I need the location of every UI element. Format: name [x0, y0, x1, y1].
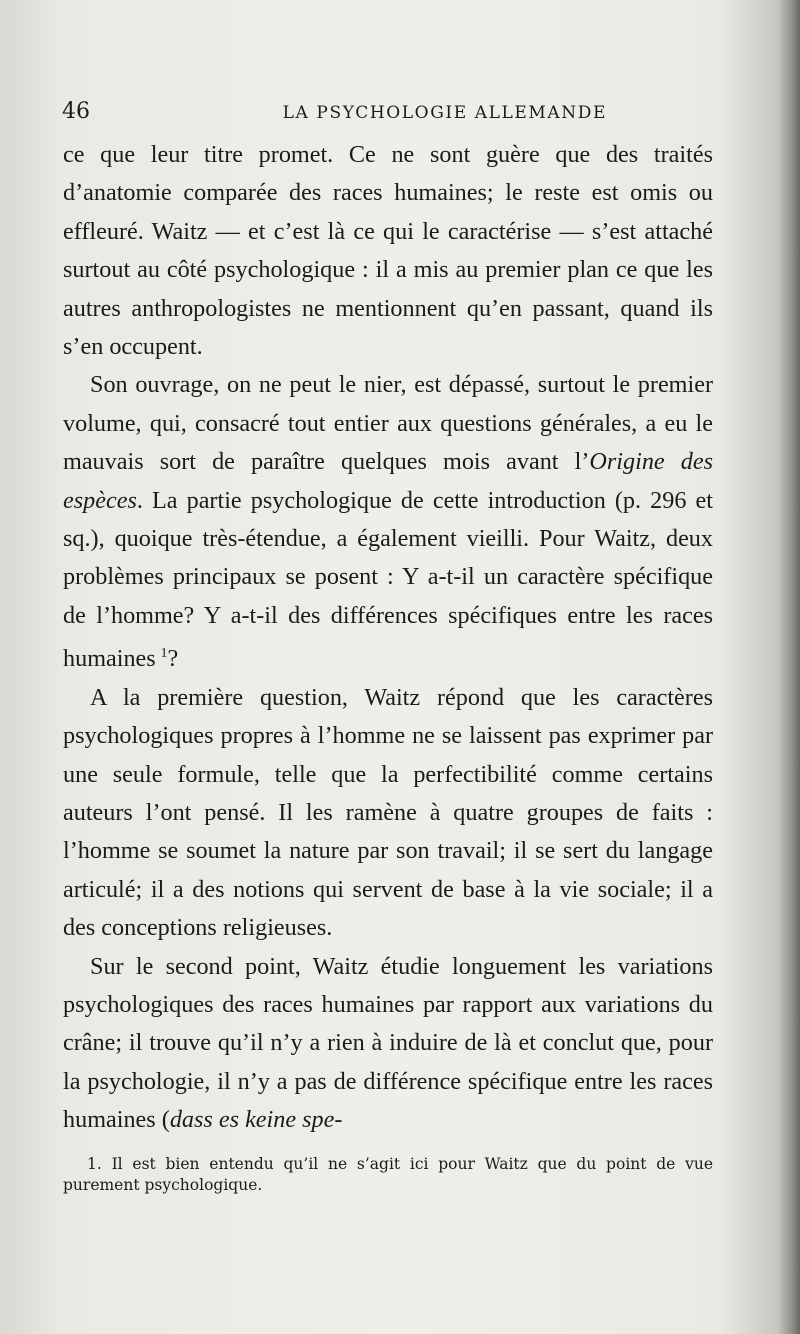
- german-quote-italic: dass es keine spe-: [169, 1106, 343, 1134]
- text-segment: A la première question, Waitz répond que les caractères psychologiques propres à l’homme ne se laissent pas exprimer par une seule formule, telle que la perfectibilité comme certains auteurs l’ont pensé. Il les ramène à quatre groupes de faits : l’homme se soumet la nature par son travail; il se sert du langage articulé; il a des notions qui servent de base à la vie sociale; il a des conceptions religieuses.: [63, 683, 713, 942]
- running-title: LA PSYCHOLOGIE ALLEMANDE: [282, 103, 607, 123]
- body-text: [63, 136, 713, 1140]
- footnote-reference: 1: [160, 646, 168, 662]
- text-segment: Son ouvrage, on ne peut le nier, est dépassé, surtout le premier volume, qui, consacré tout entier aux questions générales, a eu le mauvais sort de paraître quelques mois avant l’: [63, 371, 713, 476]
- text-segment: . La partie psychologique de cette introduction (p. 296 et sq.), quoique très-étendue, a également vieilli. Pour Waitz, deux problèmes principaux se posent : Y a-t-il un caractère spécifique de l’homme? Y a-t-il des différences spécifiques entre les races humaines: [63, 486, 713, 673]
- footnote-text: Il est bien entendu qu’il ne s’agit ici pour Waitz que du point de vue purement psychologique.: [63, 1155, 713, 1194]
- footnote: [63, 1154, 713, 1196]
- text-segment: Sur le second point, Waitz étudie longuement les variations psychologiques des races humaines par rapport aux variations du crâne; il trouve qu’il n’y a rien à induire de là et conclut que, pour la psychologie, il n’y a pas de différence spécifique entre les races humaines (: [63, 952, 713, 1134]
- page-number: 46: [62, 99, 90, 124]
- book-title-italic: Origine des espèces: [63, 448, 713, 514]
- page-edge-shadow: [778, 0, 800, 1334]
- paragraph-4: [63, 948, 713, 1140]
- paragraph-2: [63, 366, 713, 678]
- paragraph-1: [63, 136, 713, 366]
- text-segment: ce que leur titre promet. Ce ne sont guère que des traités d’anatomie comparée des races humaines; le reste est omis ou effleuré. Waitz — et c’est là ce qui le caractérise — s’est attaché surtout au côté psychologique : il a mis au premier plan ce que les autres anthropologistes ne mentionnent qu’en passant, quand ils s’en occupent.: [63, 141, 713, 361]
- paragraph-3: [63, 679, 713, 948]
- footnote-marker: 1.: [87, 1155, 102, 1173]
- page-header: [62, 97, 717, 127]
- text-segment: ?: [167, 645, 179, 673]
